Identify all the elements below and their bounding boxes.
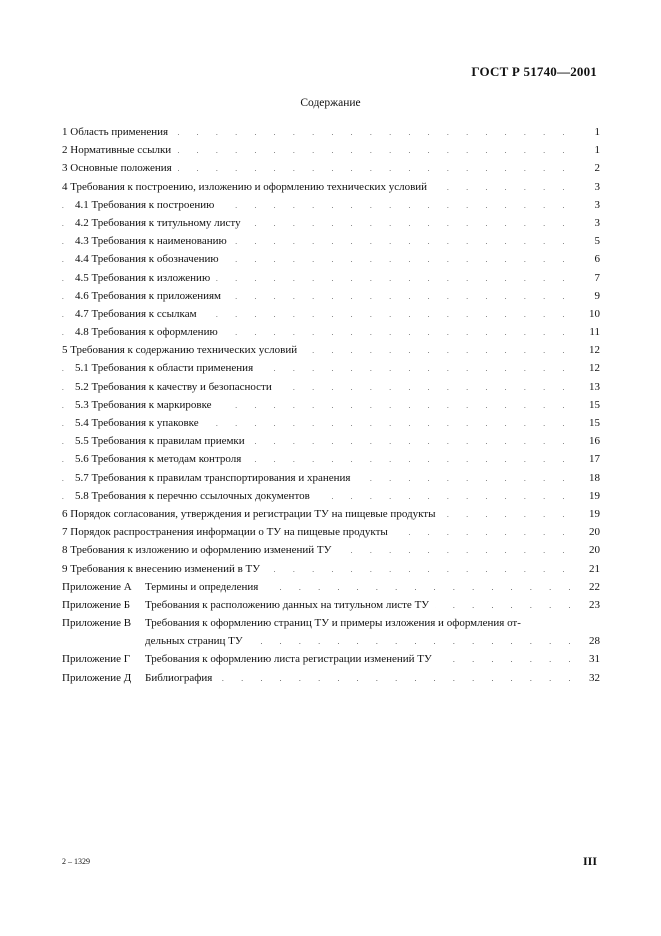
toc-entry[interactable] xyxy=(62,305,600,323)
toc-entry-page: 15 xyxy=(576,414,600,432)
toc-entry[interactable] xyxy=(62,341,600,359)
toc-entry-page: 20 xyxy=(576,541,600,559)
page-number: III xyxy=(582,854,597,868)
toc-entry[interactable] xyxy=(62,505,600,523)
toc-entry-page: 11 xyxy=(576,323,600,341)
toc-entry-title: 3 Основные положения xyxy=(62,159,178,177)
toc-entry-title: 4.2 Требования к титульному листу xyxy=(75,214,247,232)
toc-entry-page: 19 xyxy=(576,505,600,523)
toc-entry-title: 2 Нормативные ссылки xyxy=(62,141,177,159)
toc-entry-title: 5.6 Требования к методам контроля xyxy=(75,450,247,468)
toc-entry[interactable] xyxy=(62,123,600,141)
toc-entry[interactable] xyxy=(62,232,600,250)
toc-entry[interactable] xyxy=(62,523,600,541)
toc-entry[interactable] xyxy=(62,141,600,159)
toc-entry-title: 4.3 Требования к наименованию xyxy=(75,232,233,250)
toc-entry-title: 5.2 Требования к качеству и безопасности xyxy=(75,378,278,396)
toc-appendix-entry[interactable] xyxy=(62,650,600,668)
toc-entry[interactable] xyxy=(62,450,600,468)
sheet-code: 2 – 1329 xyxy=(62,857,90,866)
appendix-title: Термины и определения xyxy=(145,578,264,596)
toc-entry-title: 4.7 Требования к ссылкам xyxy=(75,305,203,323)
toc-entry[interactable] xyxy=(62,287,600,305)
toc-entry-title: 5.7 Требования к правилам транспортирования и хранения xyxy=(75,469,356,487)
toc-entry-page: 6 xyxy=(576,250,600,268)
toc-entry[interactable] xyxy=(62,541,600,559)
toc-entry-page: 3 xyxy=(576,196,600,214)
toc-entry[interactable] xyxy=(62,323,600,341)
toc-appendix-entry[interactable] xyxy=(62,614,600,650)
toc-entry[interactable] xyxy=(62,560,600,578)
toc-entry-title: 4.1 Требования к построению xyxy=(75,196,220,214)
appendix-page: 31 xyxy=(589,653,600,666)
toc-entry-title: 8 Требования к изложению и оформлению изменений ТУ xyxy=(62,541,337,559)
toc-entry-title: 1 Область применения xyxy=(62,123,174,141)
toc-entry-page: 17 xyxy=(576,450,600,468)
toc-entry-page: 16 xyxy=(576,432,600,450)
appendix-label: Приложение А xyxy=(62,580,132,593)
toc-entry[interactable] xyxy=(62,469,600,487)
toc-appendix-entry[interactable] xyxy=(62,578,600,596)
toc-entry-page: 5 xyxy=(576,232,600,250)
toc-entry[interactable] xyxy=(62,196,600,214)
toc-entry-title: 4.6 Требования к приложениям xyxy=(75,287,227,305)
toc-entry[interactable] xyxy=(62,432,600,450)
toc-entry[interactable] xyxy=(62,269,600,287)
appendix-label: Приложение Г xyxy=(62,653,131,666)
toc-entry[interactable] xyxy=(62,414,600,432)
toc-appendix-entry[interactable] xyxy=(62,596,600,614)
toc-entry-page: 21 xyxy=(576,560,600,578)
toc-entry-page: 13 xyxy=(576,378,600,396)
toc-entry[interactable] xyxy=(62,214,600,232)
toc-entry[interactable] xyxy=(62,159,600,177)
toc-entry-page: 12 xyxy=(576,359,600,377)
appendix-label: Приложение В xyxy=(62,617,132,630)
toc-entry-page: 15 xyxy=(576,396,600,414)
toc-entry-title: 5.4 Требования к упаковке xyxy=(75,414,205,432)
appendix-label: Приложение Б xyxy=(62,598,131,611)
toc-entry-title: 4 Требования к построению, изложению и оформлению технических условий xyxy=(62,178,433,196)
toc-entry[interactable] xyxy=(62,396,600,414)
document-code: ГОСТ Р 51740—2001 xyxy=(471,64,597,79)
appendix-page: 28 xyxy=(589,635,600,648)
toc-entry-page: 3 xyxy=(576,178,600,196)
toc-entry-title: 5 Требования к содержанию технических условий xyxy=(62,341,303,359)
toc-entry-title: 6 Порядок согласования, утверждения и регистрации ТУ на пищевые продукты xyxy=(62,505,442,523)
toc-entry-page: 3 xyxy=(576,214,600,232)
appendix-title: Требования к расположению данных на титульном листе ТУ xyxy=(145,596,435,614)
table-of-contents xyxy=(62,123,600,687)
toc-entry-title: 5.1 Требования к области применения xyxy=(75,359,259,377)
appendix-title: Требования к оформлению страниц ТУ и примеры изложения и оформления от- xyxy=(145,617,521,630)
toc-entry-page: 7 xyxy=(576,269,600,287)
toc-entry-page: 10 xyxy=(576,305,600,323)
appendix-page: 22 xyxy=(589,580,600,593)
toc-entry-title: 9 Требования к внесению изменений в ТУ xyxy=(62,560,266,578)
appendix-title-line2: дельных страниц ТУ xyxy=(145,632,249,650)
appendix-title: Библиография xyxy=(145,669,218,687)
toc-entry-title: 5.8 Требования к перечню ссылочных документов xyxy=(75,487,316,505)
toc-appendix-entry[interactable] xyxy=(62,669,600,687)
toc-entry[interactable] xyxy=(62,487,600,505)
toc-entry-title: 5.5 Требования к правилам приемки xyxy=(75,432,251,450)
toc-entry-page: 2 xyxy=(576,159,600,177)
appendix-title: Требования к оформлению листа регистрации изменений ТУ xyxy=(145,650,438,668)
toc-entry-page: 19 xyxy=(576,487,600,505)
toc-entry-page: 18 xyxy=(576,469,600,487)
toc-entry[interactable] xyxy=(62,178,600,196)
toc-entry[interactable] xyxy=(62,250,600,268)
toc-entry-page: 20 xyxy=(576,523,600,541)
toc-entry[interactable] xyxy=(62,378,600,396)
toc-entry-page: 1 xyxy=(576,123,600,141)
toc-entry-page: 12 xyxy=(576,341,600,359)
toc-title: Содержание xyxy=(300,97,361,109)
toc-entry-title: 7 Порядок распространения информации о ТУ на пищевые продукты xyxy=(62,523,394,541)
toc-entry-title: 4.8 Требования к оформлению xyxy=(75,323,224,341)
toc-entries xyxy=(62,123,600,578)
toc-entry-title: 4.4 Требования к обозначению xyxy=(75,250,225,268)
toc-appendices xyxy=(62,578,600,687)
appendix-page: 32 xyxy=(589,671,600,684)
appendix-page: 23 xyxy=(589,598,600,611)
toc-entry-page: 9 xyxy=(576,287,600,305)
appendix-label: Приложение Д xyxy=(62,671,132,684)
toc-entry-title: 5.3 Требования к маркировке xyxy=(75,396,218,414)
toc-entry[interactable] xyxy=(62,359,600,377)
toc-entry-title: 4.5 Требования к изложению xyxy=(75,269,216,287)
toc-entry-page: 1 xyxy=(576,141,600,159)
